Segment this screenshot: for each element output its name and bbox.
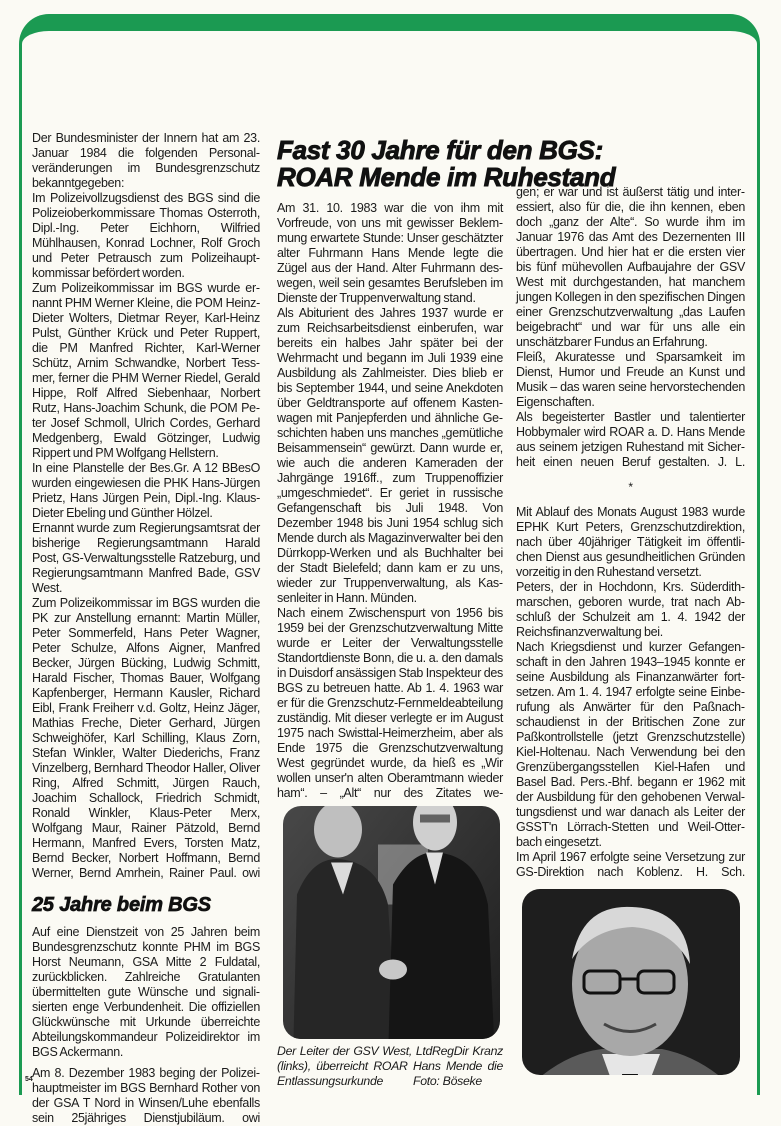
paragraph: Nach einem Zwischenspurt von 1956 bis 1959 bei der Grenzschutzverwaltung Mitte wurde er Leiter der Verwaltungsstelle Standortdienste Bonn, die u. a. den damals in Duisdorf ansässigen Stab Inspekteur des BGS zu betreuen hatte. Ab 1. 4. 1963 war er für die Grenzschutz-Fernmeldeabteilung zuständig. Mit dieser verlegte er im August 1975 nach Swisttal-Heimerzheim, aber als Ende 1975 die Grenzschutzverwaltung West gegründet wurde, da hieß es „Wir wollen unser'n alten Oberamtmann wieder ham“. – „Alt“ nur des Zitates we- (277, 606, 503, 800)
paragraph: In eine Planstelle der Bes.Gr. A 12 BBesO wurden eingewiesen die PHK Hans-Jürgen Prietz, Hans Jürgen Pein, Dipl.-Ing. Klaus-Dieter Ebeling und Günther Hölzel. (32, 461, 260, 520)
paragraph-with-signature (32, 596, 260, 881)
paragraph: Zum Polizeikommissar im BGS wurden die PK zur Anstellung ernannt: Martin Müller, Peter Sommerfeld, Hans Peter Wagner, Peter Schulze, Alfons Aigner, Manfred Becker, Jürgen Bücking, Ludwig Schmitt, Harald Fischer, Thomas Bauer, Wolfgang Kapfenberger, Hermann Kausler, Richard Eibl, Frank Freiherr v.d. Goltz, Heinz Jäger, Mathias Freche, Dieter Gerhard, Jürgen Schweighöfer, Karl Schilling, Klaus Zorn, Stefan Winkler, Walter Diederichs, Franz Vinzelberg, Bernhard Theodor Haller, Oliver Ring, Alfred Schmitt, Jürgen Rauch, Joachim Schallock, Friedrich Schmidt, Ronald Winkler, Klaus-Peter Merx, Wolfgang Maur, Rainer Pätzold, Bernd Hermann, Manfred Evers, Torsten Matz, Bernd Becker, Norbert Hoffmann, Bernd Werner, Bernd Amrhein, Rainer Paul. (32, 596, 260, 880)
photo-caption (277, 1044, 503, 1089)
author-signature: J. L. (717, 455, 745, 469)
paragraph: Ernannt wurde zum Regierungsamtsrat der bisherige Regierungsamtmann Harald Post, GS-Verwaltungsstelle Ratzeburg, und Regierungsamtmann Manfred Bade, GSV West. (32, 521, 260, 595)
portrait-photo-image (522, 889, 740, 1075)
portrait-photo (522, 889, 740, 1075)
article-title (277, 135, 616, 192)
paragraph: Auf eine Dienstzeit von 25 Jahren beim Bundesgrenzschutz konnte PHM im BGS Horst Neumann, GSA Mitte 2 Fuldatal, zurückblicken. Zahlreiche Gratulanten übermittelten gute Wünsche und signalisierten enge Verbundenheit. Die offiziellen Glückwünsche mit Urkunde überreichte Abteilungskommandeur Polizeidirektor im BGS Ackermann. (32, 925, 260, 1059)
right-column (516, 185, 745, 1075)
author-signature: H. Sch. (695, 865, 745, 879)
photo-credit: Foto: Böseke (413, 1074, 482, 1088)
caption-text: Der Leiter der GSV West, LtdRegDir Kranz (links), überreicht ROAR Hans Mende die Entlassungsurkunde (277, 1044, 503, 1088)
paragraph: Mit Ablauf des Monats August 1983 wurde EPHK Kurt Peters, Grenzschutzdirektion, nach über 40jähriger Tätigkeit im öffentlichen Dienst aus gesundheitlichen Gründen vorzeitig in den Ruhestand versetzt. (516, 505, 745, 579)
paragraph: Peters, der in Hochdonn, Krs. Süderdithmarschen, geboren wurde, trat nach Abschluß der Schulzeit am 1. 4. 1942 der Reichsfinanzverwaltung bei. (516, 580, 745, 639)
paragraph: gen; er war und ist äußerst tätig und interessiert, also für die, die ihn kennen, eben doch „ganz der Alte“. So wurde ihm im Januar 1976 das Amt des Dezernenten III übertragen. Und hier hat er die ersten vier bis fünf mühevollen Aufbaujahre der GSV West mit durchgestanden, hat manchem jungen Kollegen in den spezifischen Dingen einer Grenzschutzverwaltung „das Laufen beigebracht“ und war für uns alle ein unschätzbarer Fundus an Erfahrung. (516, 185, 745, 349)
paragraph: Nach Kriegsdienst und kurzer Gefangenschaft in den Jahren 1943–1945 konnte er seine Ausbildung als Finanzanwärter fortsetzen. Am 1. 4. 1947 erfolgte seine Einberufung als Anwärter für den Paßnachschaudienst in der Britischen Zone zur Paßkontrollstelle (jetzt Grenzschutzstelle) Kiel-Holtenau. Nach Verwendung bei den Grenzübergangsstellen Kiel-Hafen und Basel Bad. Pers.-Bhf. begann er 1962 mit der Ausbildung für den gehobenen Verwaltungsdienst und war danach als Leiter der GSST'n Lörrach-Stetten und Weil-Otterbach eingesetzt. (516, 640, 745, 849)
author-signature: owi (242, 1111, 260, 1125)
paragraph: Der Bundesminister der Innern hat am 23. Januar 1984 die folgenden Personalveränderungen im Bundesgrenzschutz bekanntgegeben: (32, 131, 260, 190)
title-line: ROAR Mende im Ruhestand (277, 162, 616, 192)
paragraph: Zum Polizeikommissar im BGS wurde ernannt PHM Werner Kleine, die POM Heinz-Dieter Wolters, Dietmar Reyer, Karl-Heinz Pulst, Günther Krück und Peter Ruppert, die PM Manfred Richter, Karl-Werner Schütz, Arnim Schwandke, Norbert Tessmer, ferner die PHM Werner Riedel, Gerald Hippe, Rolf Alfred Siebenhaar, Norbert Rutz, Hans-Joachim Schunk, die POM Peter Josef Schmoll, Ulrich Cordes, Gerhard Medgenberg, Ewald Götzinger, Ludwig Rippert und PM Wolfgang Hellstern. (32, 281, 260, 460)
page-number: 54 (25, 1076, 33, 1083)
paragraph: Fleiß, Akuratesse und Sparsamkeit im Dienst, Humor und Freude an Kunst und Musik – das waren seine hervorstechenden Eigenschaften. (516, 350, 745, 409)
author-signature: owi (242, 866, 261, 880)
handshake-photo-image (283, 806, 500, 1039)
middle-column (277, 135, 616, 1089)
paragraph: Als begeisterter Bastler und talentierter Hobbymaler wird ROAR a. D. Hans Mende aus seinem jetzigen Ruhestand mit Sicherheit einen neuen Beruf gestalten. (516, 410, 745, 469)
left-column (32, 131, 261, 1125)
jubilee-heading: 25 Jahre beim BGS (32, 894, 211, 916)
paragraph: Am 8. Dezember 1983 beging der Polizeihauptmeister im BGS Bernhard Rother von der GSA T Nord in Winsen/Luhe ebenfalls sein 25jähriges Dienstjubiläum. (32, 1066, 260, 1125)
paragraph: Als Abiturient des Jahres 1937 wurde er zum Reichsarbeitsdienst einberufen, war bereits ein halbes Jahr später bei der Wehrmacht und begann im Juli 1939 eine Ausbildung als Zahlmeister. Dies blieb er bis September 1944, und seine Anekdoten über Geldtransporte auf offenem Kastenwagen mit Panjepferden und ähnliche Geschichten haben uns manches „gemütliche Beisammensein“ gewürzt. Dann wurde er, wie auch die anderen Kameraden der Jahrgänge 1916ff., zum Truppenoffizier „umgeschmiedet“. Er geriet in russische Gefangenschaft bis Juli 1948. Von Dezember 1948 bis Juni 1954 schlug sich Mende durch als Magazinverwalter bei den Dürrkopp-Werken und als Buchhalter bei der Stadt Bielefeld; dann kam er zu uns, wieder zur Truppenverwaltung, als Kassenleiter in Hann. Münden. (277, 306, 503, 605)
mende-article-middle (277, 201, 503, 801)
jubilee-article (32, 925, 260, 1126)
title-line: Fast 30 Jahre für den BGS: (277, 135, 603, 165)
paragraph: Am 31. 10. 1983 war die von ihm mit Vorfreude, von uns mit gewisser Beklemmung erwartete Stunde: Unser geschätzter alter Fuhrmann Hans Mende legte die Zügel aus der Hand. Alter Fuhrmann deswegen, weil sein gesamtes Berufsleben im Dienste der Truppenverwaltung stand. (277, 201, 503, 305)
paragraph-with-signature (516, 410, 745, 470)
personnel-changes-article (32, 131, 260, 881)
right-column-text (516, 185, 745, 880)
paragraph: Im Polizeivollzugsdienst des BGS sind die Polizeioberkommissare Thomas Osterroth, Dipl.-Ing. Peter Eichhorn, Wilfried Mühlhausen, Konrad Lochner, Rolf Groch und Peter Petrausch zum Polizeihauptkommissar befördert worden. (32, 191, 260, 280)
paragraph: Im April 1967 erfolgte seine Versetzung zur GS-Direktion nach Koblenz. (516, 850, 745, 879)
paragraph-with-signature (516, 850, 745, 880)
article-separator: * (628, 480, 633, 494)
paragraph-with-signature (32, 1066, 260, 1126)
handshake-photo (283, 806, 500, 1039)
